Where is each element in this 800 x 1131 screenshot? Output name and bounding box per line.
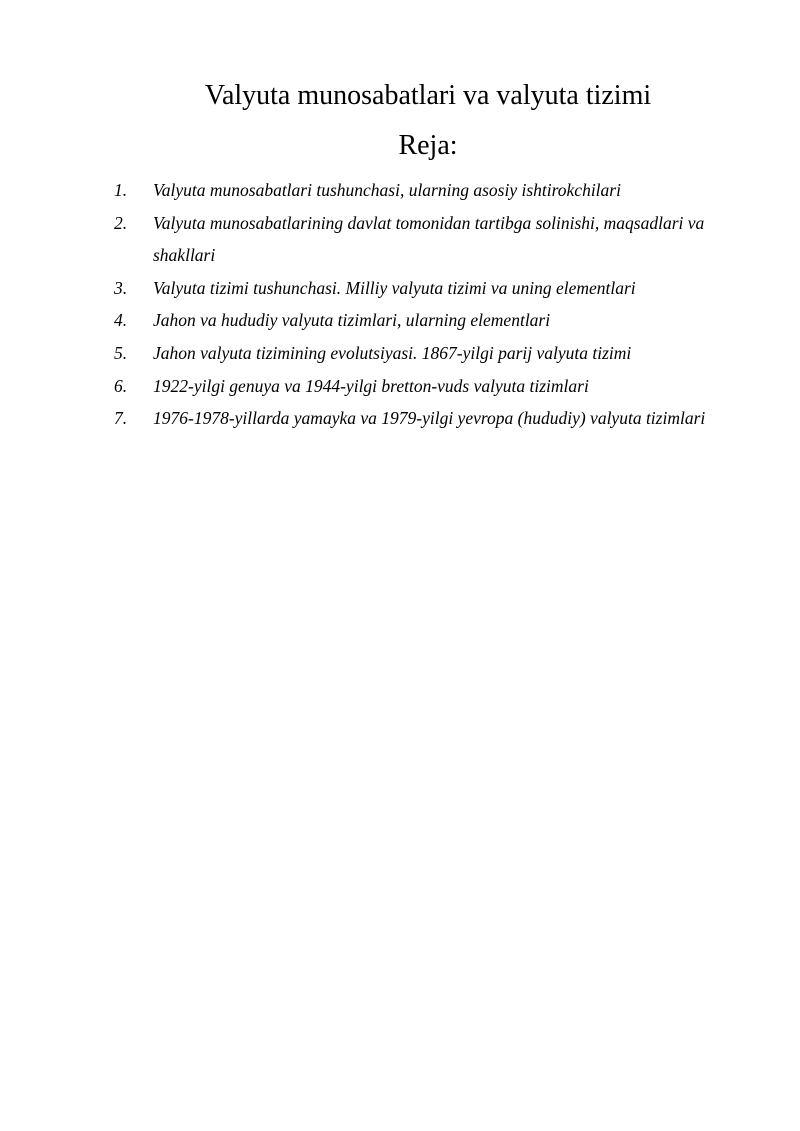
list-item — [114, 272, 734, 305]
list-item-number: 4. — [114, 310, 128, 331]
list-item-number: 5. — [114, 342, 128, 363]
list-item — [114, 402, 734, 435]
list-item-number: 6. — [114, 375, 128, 396]
document-title: Valyuta munosabatlari va valyuta tizimi — [204, 80, 652, 111]
plan-list — [114, 174, 734, 435]
list-item — [114, 174, 734, 207]
list-item-text: 1976-1978-yillarda yamayka va 1979-yilgi yevropa (hududiy) valyuta tizimlari — [153, 408, 706, 429]
list-item — [114, 304, 734, 337]
list-item-text: Valyuta munosabatlari tushunchasi, ularning asosiy ishtirokchilari — [153, 180, 621, 200]
list-item-number: 1. — [114, 180, 128, 200]
list-item-text: Valyuta tizimi tushunchasi. Milliy valyuta tizimi va uning elementlari — [153, 277, 636, 298]
list-item — [114, 207, 734, 272]
list-item-text: Valyuta munosabatlarining davlat tomonidan tartibga solinishi, maqsadlari va shakllari — [153, 212, 705, 266]
plan-heading: Reja: — [398, 130, 458, 161]
list-item — [114, 337, 734, 370]
list-item — [114, 370, 734, 403]
list-item-number: 7. — [114, 408, 128, 429]
list-item-number: 3. — [114, 277, 128, 298]
list-item-text: 1922-yilgi genuya va 1944-yilgi bretton-vuds valyuta tizimlari — [153, 375, 589, 396]
list-item-number: 2. — [114, 212, 128, 233]
list-item-text: Jahon valyuta tizimining evolutsiyasi. 1867-yilgi parij valyuta tizimi — [153, 342, 632, 363]
list-item-text: Jahon va hududiy valyuta tizimlari, ularning elementlari — [153, 310, 551, 331]
